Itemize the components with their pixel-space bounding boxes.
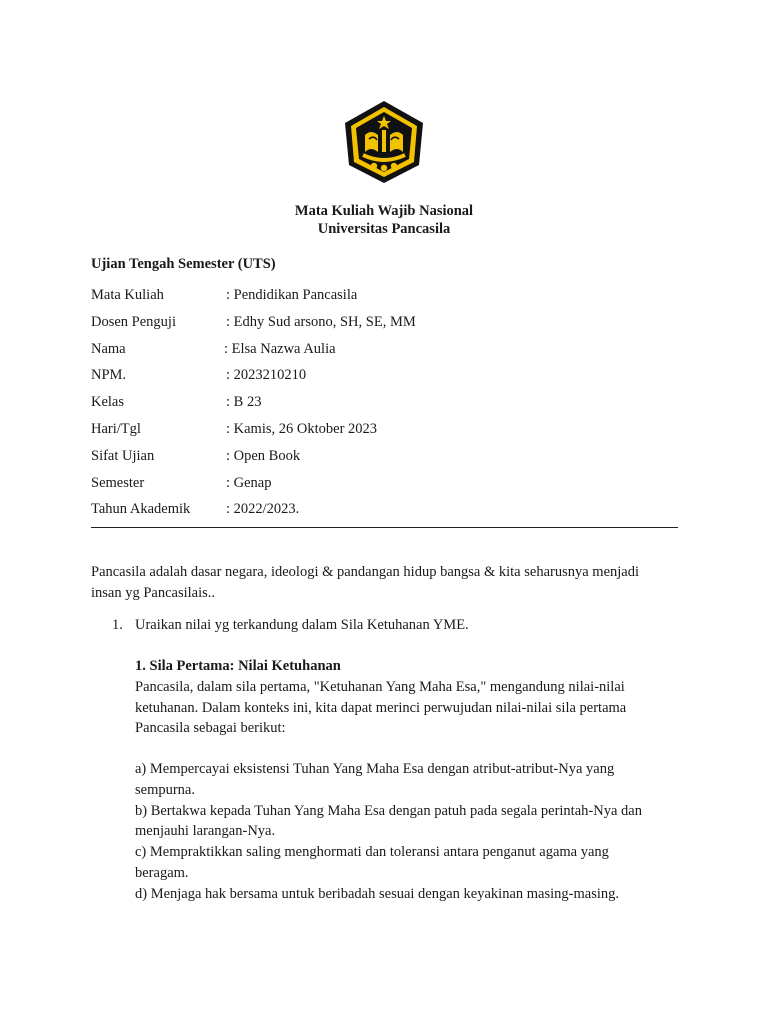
exam-title: Ujian Tengah Semester (UTS) bbox=[91, 256, 276, 272]
info-label: Tahun Akademik bbox=[91, 501, 191, 518]
answer-line: ketuhanan. Dalam konteks ini, kita dapat merinci perwujudan nilai-nilai sila pertama bbox=[135, 699, 627, 716]
answer-line: Pancasila, dalam sila pertama, "Ketuhanan Yang Maha Esa," mengandung nilai-nilai bbox=[135, 678, 625, 695]
point-line: b) Bertakwa kepada Tuhan Yang Maha Esa dengan patuh pada segala perintah-Nya dan bbox=[135, 802, 642, 819]
info-value: : Kamis, 26 Oktober 2023 bbox=[226, 420, 378, 437]
university-name-heading: Universitas Pancasila bbox=[317, 221, 451, 237]
intro-line: insan yg Pancasilais.. bbox=[91, 584, 216, 601]
info-label: Hari/Tgl bbox=[91, 420, 141, 437]
intro-line: Pancasila adalah dasar negara, ideologi & pandangan hidup bangsa & kita seharusnya menjadi bbox=[91, 564, 639, 580]
point-line: beragam. bbox=[135, 864, 189, 881]
info-value: : Pendidikan Pancasila bbox=[226, 287, 358, 303]
info-label: Nama bbox=[91, 340, 126, 357]
info-label: Kelas bbox=[91, 394, 125, 411]
info-value: : 2022/2023. bbox=[226, 501, 300, 518]
point-line: sempurna. bbox=[135, 781, 195, 798]
point-line: menjauhi larangan-Nya. bbox=[135, 823, 276, 840]
answer-section bbox=[135, 656, 680, 739]
answer-line: Pancasila sebagai berikut: bbox=[135, 720, 286, 737]
question-number: 1. bbox=[112, 617, 123, 633]
info-value: : Edhy Sud arsono, SH, SE, MM bbox=[226, 313, 416, 330]
answer-heading: 1. Sila Pertama: Nilai Ketuhanan bbox=[135, 658, 341, 674]
answer-points bbox=[135, 759, 680, 905]
info-value: : Elsa Nazwa Aulia bbox=[224, 340, 336, 357]
intro-paragraph bbox=[91, 562, 681, 604]
info-label: Mata Kuliah bbox=[91, 287, 164, 303]
info-value: : Genap bbox=[226, 474, 272, 491]
info-label: Semester bbox=[91, 474, 145, 491]
info-label: Sifat Ujian bbox=[91, 447, 155, 464]
point-line: a) Mempercayai eksistensi Tuhan Yang Maha Esa dengan atribut-atribut-Nya yang bbox=[135, 761, 615, 777]
info-value: : B 23 bbox=[226, 394, 262, 411]
question-text: Uraikan nilai yg terkandung dalam Sila Ketuhanan YME. bbox=[135, 617, 469, 633]
university-crest-logo bbox=[341, 99, 427, 185]
horizontal-divider bbox=[91, 527, 678, 528]
info-label: Dosen Penguji bbox=[91, 313, 176, 330]
info-value: : Open Book bbox=[226, 447, 301, 464]
point-line: d) Menjaga hak bersama untuk beribadah sesuai dengan keyakinan masing-masing. bbox=[135, 885, 619, 902]
info-label: NPM. bbox=[91, 367, 127, 384]
point-line: c) Mempraktikkan saling menghormati dan toleransi antara penganut agama yang bbox=[135, 844, 609, 861]
course-type-heading: Mata Kuliah Wajib Nasional bbox=[294, 203, 474, 219]
info-value: : 2023210210 bbox=[226, 367, 307, 384]
